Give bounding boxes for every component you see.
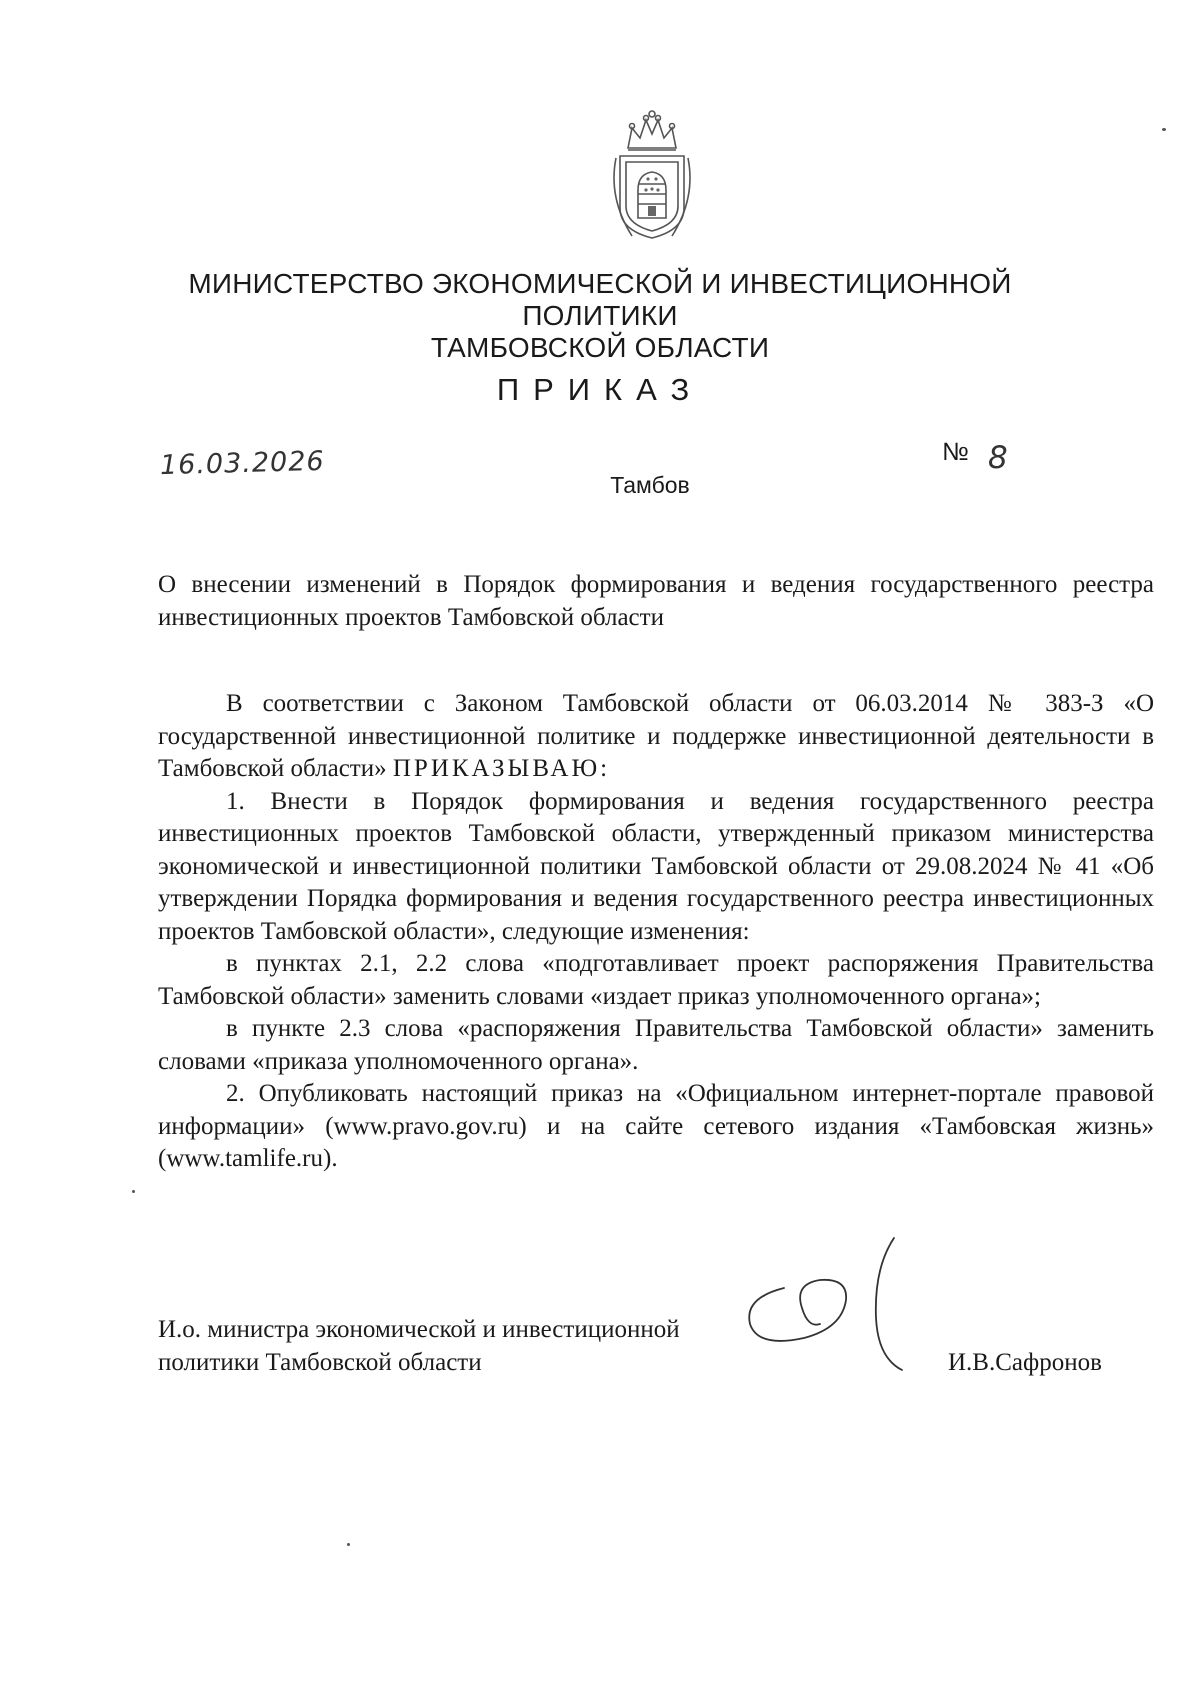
signatory-name: И.В.Сафронов [948,1349,1102,1376]
change-2-paragraph: в пункте 2.3 слова «распоряжения Правительства Тамбовской области» заменить словами «приказа уполномоченного органа». [158,1015,1154,1075]
document-city: Тамбов [610,472,690,498]
item-2-paragraph: 2. Опубликовать настоящий приказ на «Официальном интернет-портале правовой информации» (www.pravo.gov.ru) и на сайте сетевого издания «Тамбовская жизнь» (www.tamlife.ru). [158,1080,1154,1172]
document-number: 8 [988,440,1008,476]
number-sign: № [942,438,969,466]
ministry-title-line2: ТАМБОВСКОЙ ОБЛАСТИ [430,332,770,363]
change-1-paragraph: в пунктах 2.1, 2.2 слова «подготавливает проект распоряжения Правительства Тамбовской области» заменить словами «издает приказ уполномоченного органа»; [158,950,1154,1010]
preamble-paragraph [158,688,1154,786]
scan-speck [1162,128,1166,131]
scan-speck [347,1543,350,1546]
signatory-position [158,1313,680,1379]
signature-icon [724,1228,924,1378]
ministry-title [150,268,1050,364]
item-1-paragraph: 1. Внести в Порядок формирования и ведения государственного реестра инвестиционных проектов Тамбовской области, утвержденный приказом министерства экономической и инвестиционной политики Тамбовской области от 29.08.2024 № 41 «Об утверждении Порядка формирования и ведения государственного реестра инвестиционных проектов Тамбовской области», следующие изменения: [158,787,1154,945]
document-subject: О внесении изменений в Порядок формирования и ведения государственного реестра инвестиционных проектов Тамбовской области [158,571,1154,631]
preamble-text: В соответствии с Законом Тамбовской области от 06.03.2014 № 383-З «О государственной инвестиционной политике и поддержке инвестиционной деятельности в Тамбовской области» [158,690,1154,782]
document-date: 16.03.2026 [159,445,325,482]
document-type: ПРИКАЗ [496,372,704,407]
signatory-position-line1: И.о. министра экономической и инвестиционной [158,1316,680,1343]
document-body [158,688,1154,1176]
ministry-title-line1: МИНИСТЕРСТВО ЭКОНОМИЧЕСКОЙ И ИНВЕСТИЦИОННОЙ ПОЛИТИКИ [188,268,1012,331]
coat-of-arms-icon [606,108,698,246]
scan-speck [132,1190,135,1193]
signatory-position-line2: политики Тамбовской области [158,1349,482,1376]
order-word: ПРИКАЗЫВАЮ: [392,755,611,782]
